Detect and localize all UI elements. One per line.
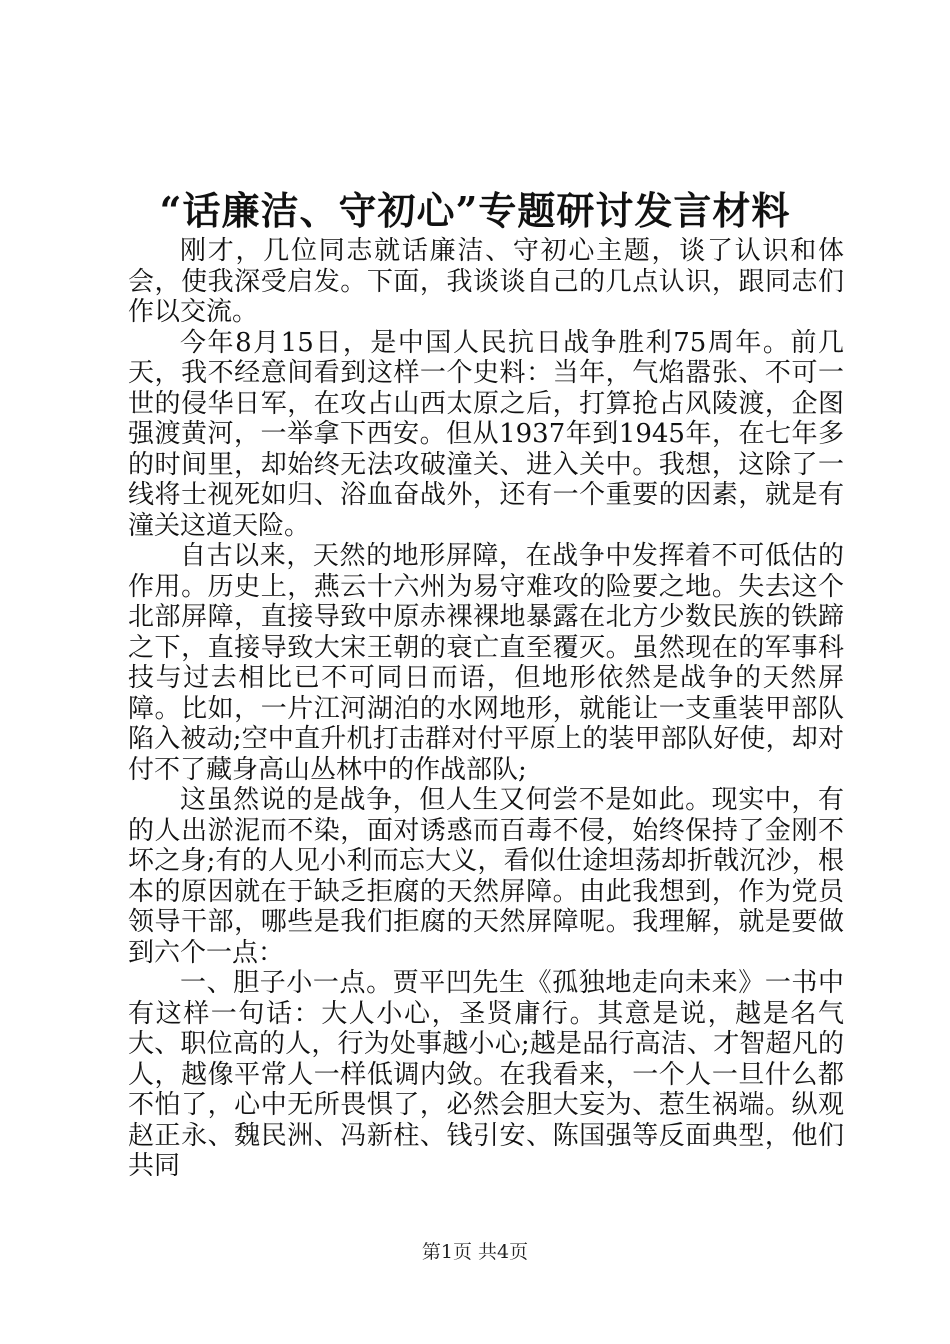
- paragraph-intro: 刚才，几位同志就话廉洁、守初心主题，谈了认识和体会，使我深受启发。下面，我谈谈自己的几点认识，跟同志们作以交流。: [128, 236, 844, 327]
- page-footer: 第1页 共4页: [421, 1241, 529, 1263]
- paragraph-history: 今年8月15日，是中国人民抗日战争胜利75周年。前几天，我不经意间看到这样一个史料：当年，气焰嚣张、不可一世的侵华日军，在攻占山西太原之后，打算抢占风陵渡，企图强渡黄河，一举拿下西安。但从1937年到1945年，在七年多的时间里，却始终无法攻破潼关、进入关中。我想，这除了一线将士视死如归、浴血奋战外，还有一个重要的因素，就是有潼关这道天险。: [128, 327, 844, 541]
- paragraph-life: 这虽然说的是战争，但人生又何尝不是如此。现实中，有的人出淤泥而不染，面对诱惑而百毒不侵，始终保持了金刚不坏之身;有的人见小利而忘大义，看似仕途坦荡却折戟沉沙，根本的原因就在于缺乏拒腐的天然屏障。由此我想到，作为党员领导干部，哪些是我们拒腐的天然屏障呢。我理解，就是要做到六个一点：: [128, 785, 844, 968]
- document-body: [128, 236, 844, 1182]
- paragraph-terrain: 自古以来，天然的地形屏障，在战争中发挥着不可低估的作用。历史上，燕云十六州为易守难攻的险要之地。失去这个北部屏障，直接导致中原赤裸裸地暴露在北方少数民族的铁蹄之下，直接导致大宋王朝的衰亡直至覆灭。虽然现在的军事科技与过去相比已不可同日而语，但地形依然是战争的天然屏障。比如，一片江河湖泊的水网地形，就能让一支重装甲部队陷入被动;空中直升机打击群对付平原上的装甲部队好使，却对付不了藏身高山丛林中的作战部队;: [128, 541, 844, 785]
- document-title: “话廉洁、守初心”专题研讨发言材料: [159, 188, 791, 233]
- paragraph-point-one: 一、胆子小一点。贾平凹先生《孤独地走向未来》一书中有这样一句话：大人小心，圣贤庸行。其意是说，越是名气大、职位高的人，行为处事越小心;越是品行高洁、才智超凡的人，越像平常人一样低调内敛。在我看来，一个人一旦什么都不怕了，心中无所畏惧了，必然会胆大妄为、惹生祸端。纵观赵正永、魏民洲、冯新柱、钱引安、陈国强等反面典型，他们共同: [128, 968, 844, 1181]
